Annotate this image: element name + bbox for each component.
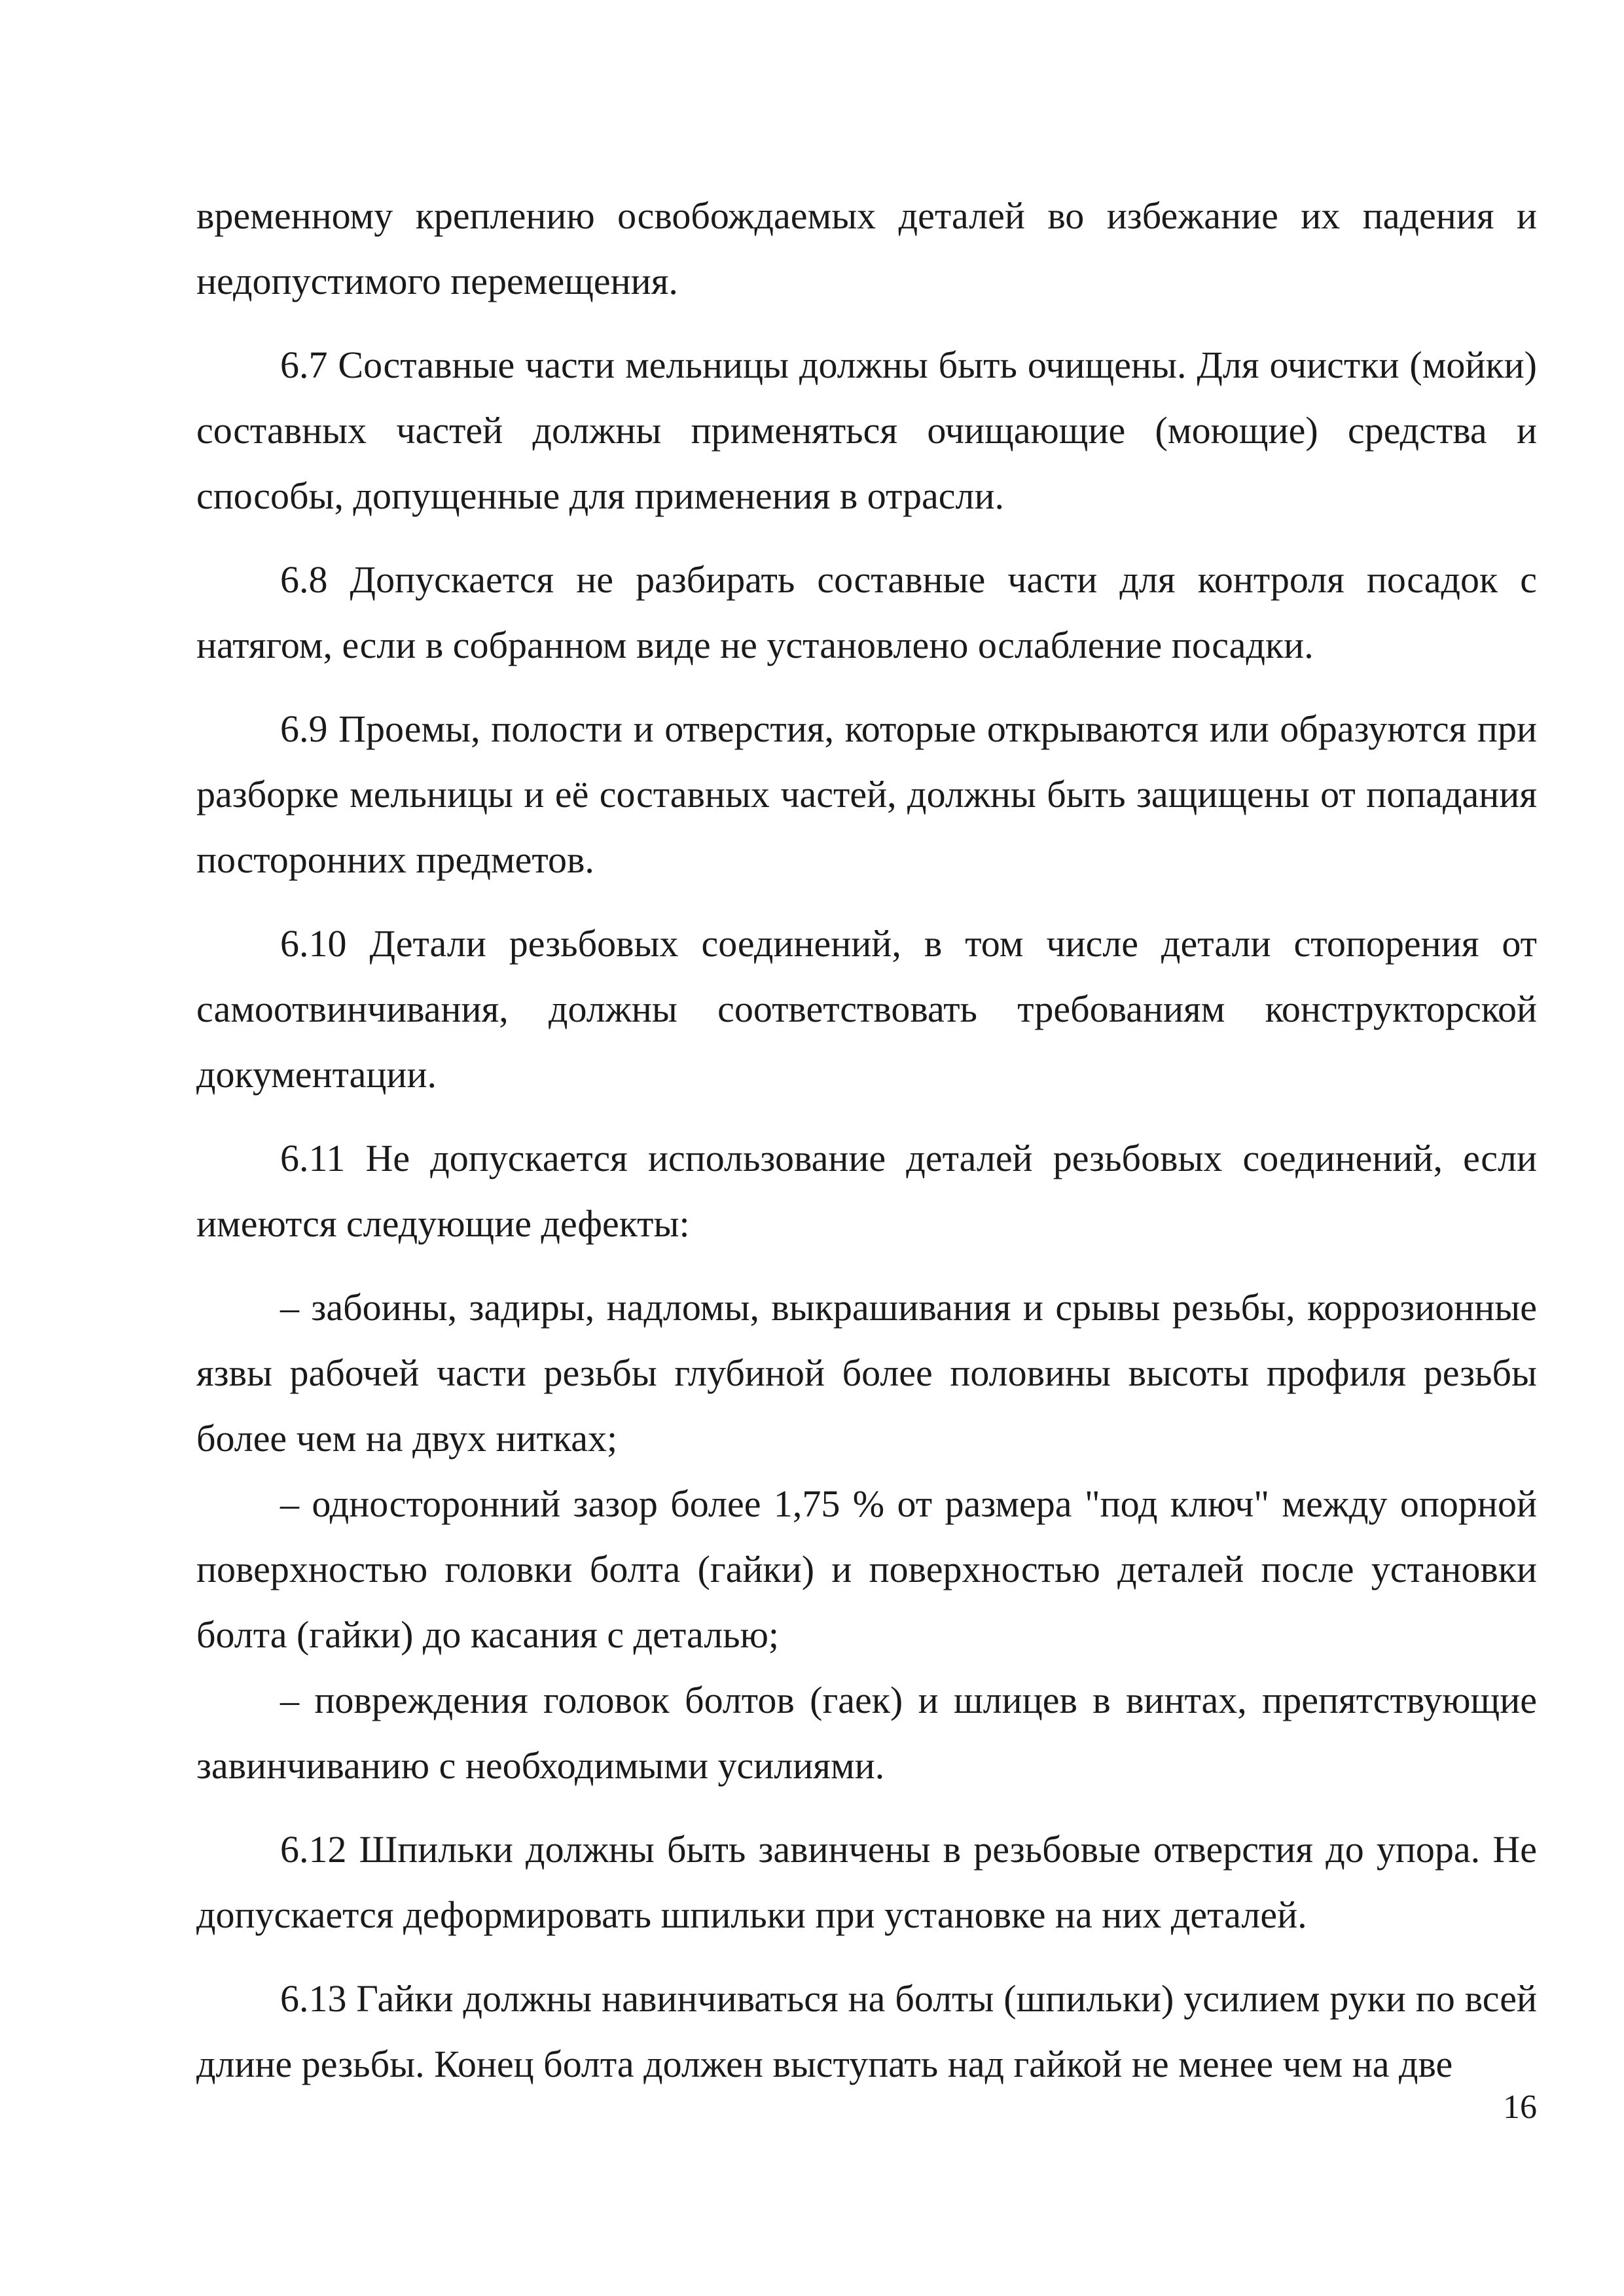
defect-item-one-sided-gap: – односторонний зазор более 1,75 % от размера "под ключ" между опорной поверхностью головки болта (гайки) и поверхностью деталей после установки болта (гайки) до касания с деталью;: [196, 1482, 1537, 1656]
paragraph-6-13: 6.13 Гайки должны навинчиваться на болты (шпильки) усилием руки по всей длине резьбы. Конец болта должен выступать над гайкой не менее чем на две: [196, 1977, 1537, 2085]
paragraph-6-11: 6.11 Не допускается использование деталей резьбовых соединений, если имеются следующие дефекты:: [196, 1137, 1537, 1245]
page-body: [196, 183, 1537, 2115]
paragraph-6-7: 6.7 Составные части мельницы должны быть очищены. Для очистки (мойки) составных частей должны применяться очищающие (моющие) средства и способы, допущенные для применения в отрасли.: [196, 344, 1537, 517]
paragraph-6-12: 6.12 Шпильки должны быть завинчены в резьбовые отверстия до упора. Не допускается деформировать шпильки при установке на них деталей.: [196, 1828, 1537, 1936]
paragraph-6-9: 6.9 Проемы, полости и отверстия, которые открываются или образуются при разборке мельницы и её составных частей, должны быть защищены от попадания посторонних предметов.: [196, 708, 1537, 881]
paragraph-6-8: 6.8 Допускается не разбирать составные части для контроля посадок с натягом, если в собранном виде не установлено ослабление посадки.: [196, 558, 1537, 666]
paragraph-continuation: временному креплению освобождаемых деталей во избежание их падения и недопустимого перемещения.: [196, 194, 1537, 302]
paragraph-6-10: 6.10 Детали резьбовых соединений, в том числе детали стопорения от самоотвинчивания, должны соответствовать требованиям конструкторской документации.: [196, 922, 1537, 1096]
page-number: 16: [1503, 2089, 1537, 2126]
defect-item-thread-damage: – забоины, задиры, надломы, выкрашивания и срывы резьбы, коррозионные язвы рабочей части резьбы глубиной более половины высоты профиля резьбы более чем на двух нитках;: [196, 1286, 1537, 1460]
defects-list: [196, 1275, 1537, 1799]
defect-item-head-damage: – повреждения головок болтов (гаек) и шлицев в винтах, препятствующие завинчиванию с необходимыми усилиями.: [196, 1679, 1537, 1787]
